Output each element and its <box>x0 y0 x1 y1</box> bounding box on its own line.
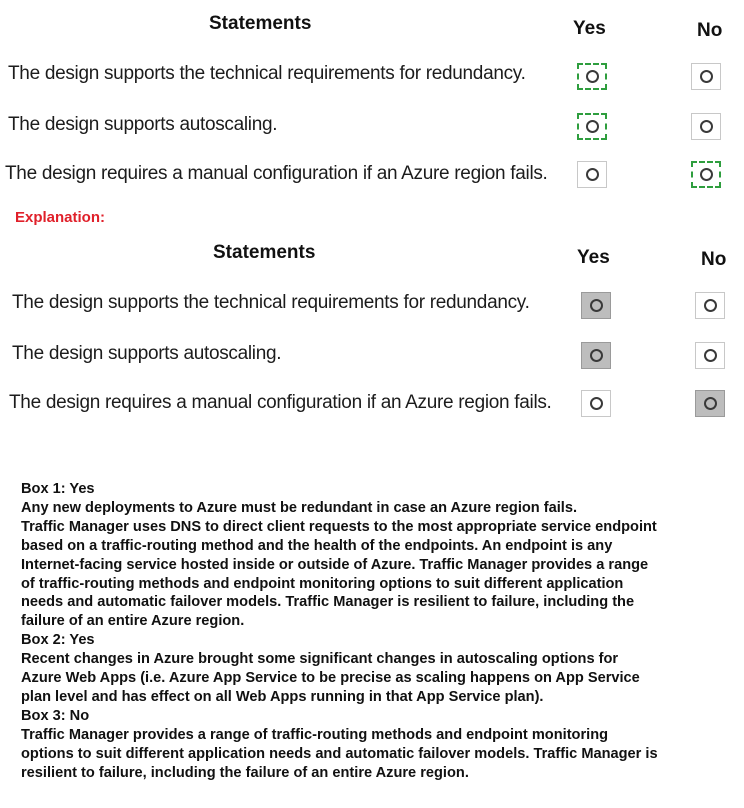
explanation-line: plan level and has effect on all Web Apps running in that App Service plan). <box>21 688 544 705</box>
radio-icon <box>704 397 717 410</box>
explanation-line: failure of an entire Azure region. <box>21 613 245 630</box>
explanation-label: Explanation: <box>15 209 106 226</box>
radio-icon <box>590 299 603 312</box>
answer-header-statements: Statements <box>213 242 316 263</box>
radio-icon <box>586 168 599 181</box>
radio-icon <box>704 349 717 362</box>
explanation-line: based on a traffic-routing method and the health of the endpoints. An endpoint is any <box>21 537 613 554</box>
answer-header-no: No <box>701 249 727 270</box>
explanation-line: options to suit different application needs and automatic failover models. Traffic Manager is <box>21 745 658 762</box>
answer-no-option-1[interactable] <box>695 292 725 319</box>
answer-yes-option-3[interactable] <box>581 390 611 417</box>
explanation-line: of traffic-routing methods and endpoint monitoring options to suit different application <box>21 575 624 592</box>
explanation-line: Internet-facing service hosted inside or outside of Azure. Traffic Manager provides a range <box>21 556 649 573</box>
answer-header-yes: Yes <box>577 247 610 268</box>
answer-yes-option-2[interactable] <box>581 342 611 369</box>
box1-heading: Box 1: Yes <box>21 481 95 497</box>
radio-icon <box>700 70 713 83</box>
radio-icon <box>704 299 717 312</box>
explanation-line: Recent changes in Azure brought some significant changes in autoscaling options for <box>21 651 619 668</box>
question-yes-option-2[interactable] <box>577 113 607 140</box>
answer-statement-3: The design requires a manual configuration if an Azure region fails. <box>9 392 552 413</box>
question-header-yes: Yes <box>573 18 606 39</box>
answer-yes-option-1[interactable] <box>581 292 611 319</box>
question-statement-3: The design requires a manual configuration if an Azure region fails. <box>5 163 548 184</box>
explanation-line: Any new deployments to Azure must be redundant in case an Azure region fails. <box>21 499 578 516</box>
radio-icon <box>590 349 603 362</box>
explanation-text <box>21 480 733 783</box>
explanation-line: needs and automatic failover models. Traffic Manager is resilient to failure, including the <box>21 594 635 611</box>
question-statement-2: The design supports autoscaling. <box>8 114 278 135</box>
answer-statement-2: The design supports autoscaling. <box>12 343 282 364</box>
question-yes-option-3[interactable] <box>577 161 607 188</box>
answer-no-option-2[interactable] <box>695 342 725 369</box>
question-header-statements: Statements <box>209 13 312 34</box>
question-yes-option-1[interactable] <box>577 63 607 90</box>
explanation-line: resilient to failure, including the failure of an entire Azure region. <box>21 764 469 781</box>
explanation-line: Traffic Manager uses DNS to direct client requests to the most appropriate service endpoint <box>21 518 657 535</box>
question-header-no: No <box>697 20 723 41</box>
radio-icon <box>700 120 713 133</box>
radio-icon <box>586 70 599 83</box>
radio-icon <box>586 120 599 133</box>
box3-heading: Box 3: No <box>21 707 90 724</box>
question-no-option-2[interactable] <box>691 113 721 140</box>
box2-heading: Box 2: Yes <box>21 632 95 649</box>
explanation-line: Traffic Manager provides a range of traffic-routing methods and endpoint monitoring <box>21 726 609 743</box>
answer-no-option-3[interactable] <box>695 390 725 417</box>
question-no-option-1[interactable] <box>691 63 721 90</box>
question-no-option-3[interactable] <box>691 161 721 188</box>
radio-icon <box>590 397 603 410</box>
explanation-line: Azure Web Apps (i.e. Azure App Service to be precise as scaling happens on App Service <box>21 670 640 687</box>
radio-icon <box>700 168 713 181</box>
answer-statement-1: The design supports the technical requirements for redundancy. <box>12 292 530 313</box>
question-statement-1: The design supports the technical requirements for redundancy. <box>8 63 526 84</box>
